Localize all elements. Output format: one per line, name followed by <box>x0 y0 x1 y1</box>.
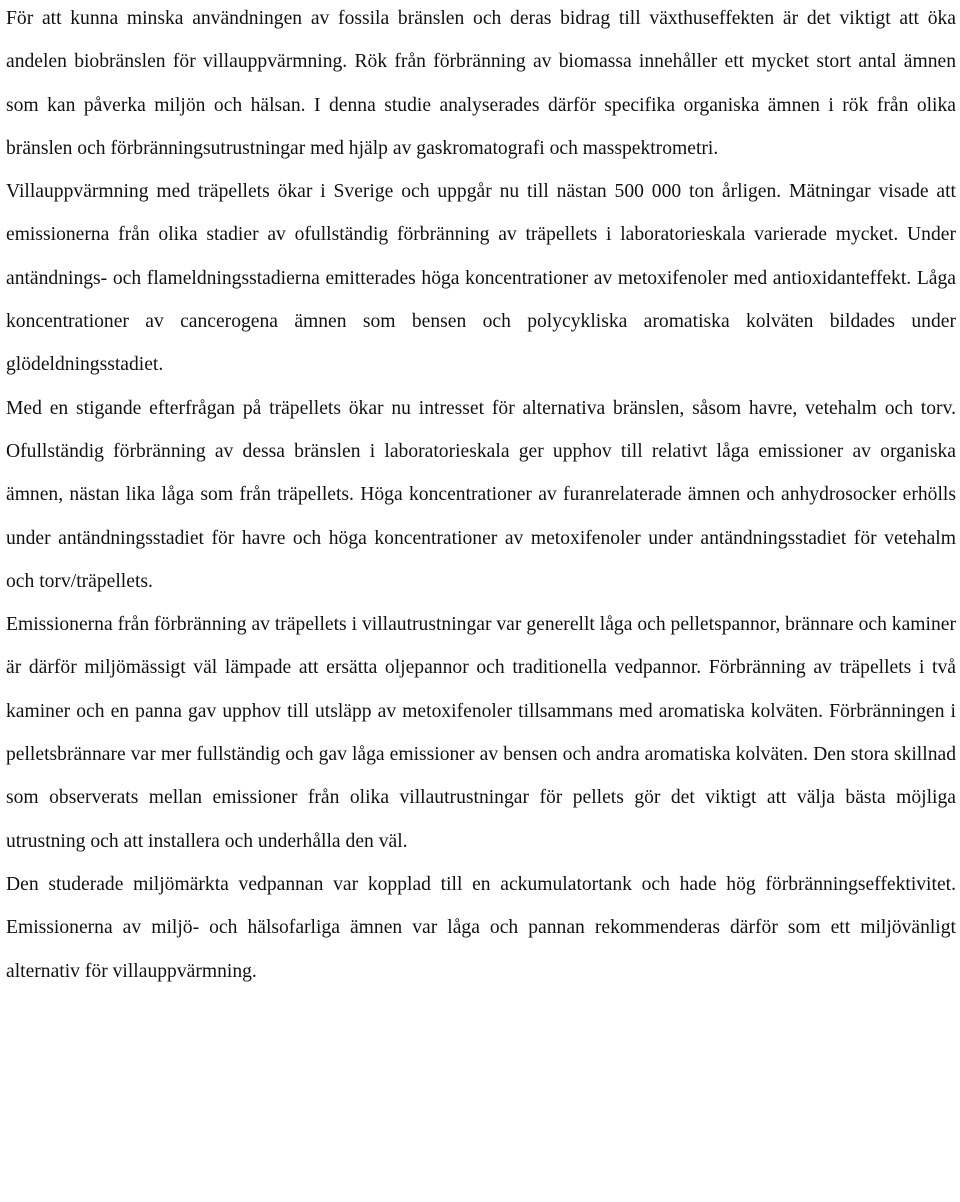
paragraph-residential-equipment: Emissionerna från förbränning av träpellets i villautrustningar var generellt låga och pelletspannor, brännare och kaminer är därför miljömässigt väl lämpade att ersätta oljepannor och traditionella vedpannor. Förbränning av träpellets i två kaminer och en panna gav upphov till utsläpp av metoxifenoler tillsammans med aromatiska kolväten. Förbränningen i pelletsbrännare var mer fullständig och gav låga emissioner av bensen och andra aromatiska kolväten. Den stora skillnad som observerats mellan emissioner från olika villautrustningar för pellets gör det viktigt att välja bästa möjliga utrustning och att installera och underhålla den väl. <box>6 614 956 852</box>
paragraph-alternative-fuels: Med en stigande efterfrågan på träpellets ökar nu intresset för alternativa bränslen, såsom havre, vetehalm och torv. Ofullständig förbränning av dessa bränslen i laboratorieskala ger upphov till relativt låga emissioner av organiska ämnen, nästan lika låga som från träpellets. Höga koncentrationer av furanrelaterade ämnen och anhydrosocker erhölls under antändningsstadiet för havre och höga koncentrationer av metoxifenoler under antändningsstadiet för vetehalm och torv/träpellets. <box>6 397 956 592</box>
document-body <box>6 0 956 993</box>
paragraph-intro: För att kunna minska användningen av fossila bränslen och deras bidrag till växthuseffekten är det viktigt att öka andelen biobränslen för villauppvärmning. Rök från förbränning av biomassa innehåller ett mycket stort antal ämnen som kan påverka miljön och hälsan. I denna studie analyserades därför specifika organiska ämnen i rök från olika bränslen och förbränningsutrustningar med hjälp av gaskromatografi och masspektrometri. <box>6 8 956 159</box>
paragraph-wood-pellets: Villauppvärmning med träpellets ökar i Sverige och uppgår nu till nästan 500 000 ton årligen. Mätningar visade att emissionerna från olika stadier av ofullständig förbränning av träpellets i laboratorieskala varierade mycket. Under antändnings- och flameldningsstadierna emitterades höga koncentrationer av metoxifenoler med antioxidanteffekt. Låga koncentrationer av cancerogena ämnen som bensen och polycykliska aromatiska kolväten bildades under glödeldningsstadiet. <box>6 181 956 376</box>
paragraph-wood-boiler: Den studerade miljömärkta vedpannan var kopplad till en ackumulatortank och hade hög förbränningseffektivitet. Emissionerna av miljö- och hälsofarliga ämnen var låga och pannan rekommenderas därför som ett miljövänligt alternativ för villauppvärmning. <box>6 873 956 982</box>
